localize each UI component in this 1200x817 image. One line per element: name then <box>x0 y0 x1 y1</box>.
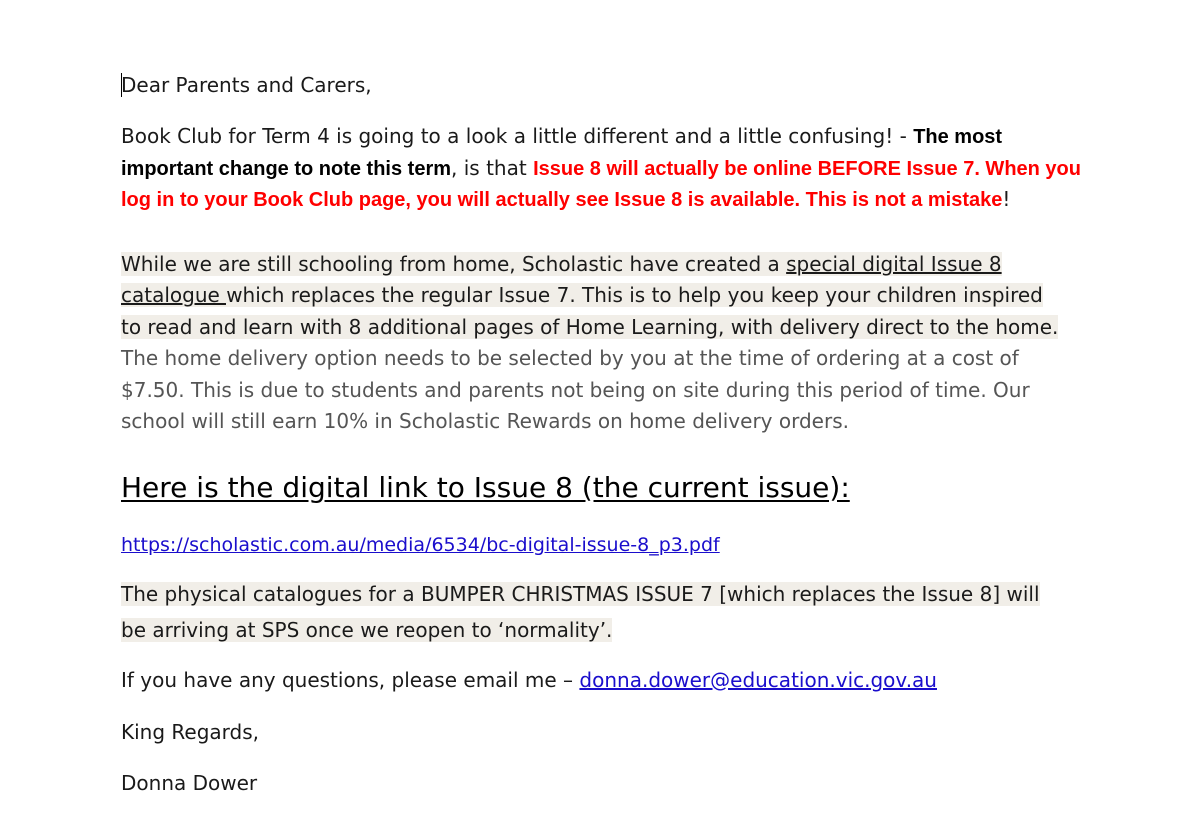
physical-line-1 <box>121 578 1040 610</box>
digital-line-5 <box>121 374 1030 406</box>
intro-line-1 <box>121 120 1002 153</box>
greeting-line <box>121 69 372 101</box>
intro-warning-text: Issue 8 will actually be online BEFORE Issue 7. When you <box>533 158 1081 180</box>
intro-text: ! <box>1002 187 1011 211</box>
digital-line-6 <box>121 405 849 437</box>
digital-line-1 <box>121 248 1002 280</box>
catalogue-pdf-link[interactable]: https://scholastic.com.au/media/6534/bc-digital-issue-8_p3.pdf <box>121 534 720 556</box>
digital-text: which replaces the regular Issue 7. This is to help you keep your children inspired <box>226 283 1043 307</box>
intro-bold-text: The most <box>913 126 1003 148</box>
physical-text: The physical catalogues for a BUMPER CHRISTMAS ISSUE 7 [which replaces the Issue 8] will <box>121 582 1040 606</box>
physical-text: be arriving at SPS once we reopen to ‘normality’. <box>121 618 613 642</box>
digital-line-4 <box>121 342 1019 374</box>
digital-text: school will still earn 10% in Scholastic Rewards on home delivery orders. <box>121 409 849 433</box>
questions-text: If you have any questions, please email me – <box>121 668 580 692</box>
digital-line-2 <box>121 279 1043 311</box>
intro-line-3 <box>121 183 1010 216</box>
intro-bold-text: important change to note this term <box>121 158 452 180</box>
signoff: King Regards, <box>121 720 259 744</box>
digital-text: While we are still schooling from home, Scholastic have created a <box>121 252 787 276</box>
digital-issue-8-link[interactable]: special digital Issue 8 <box>786 252 1002 276</box>
greeting: Dear Parents and Carers, <box>121 73 372 97</box>
questions-line <box>121 664 937 696</box>
digital-text: $7.50. This is due to students and parents not being on site during this period of time. Our <box>121 378 1030 402</box>
intro-text: , is that <box>451 156 534 180</box>
intro-warning-text: log in to your Book Club page, you will actually see Issue 8 is available. This is not a mistake <box>121 189 1003 211</box>
digital-text: The home delivery option needs to be selected by you at the time of ordering at a cost of <box>121 346 1019 370</box>
digital-text: to read and learn with 8 additional pages of Home Learning, with delivery direct to the home. <box>121 315 1059 339</box>
signature: Donna Dower <box>121 771 258 795</box>
section-heading: Here is the digital link to Issue 8 (the current issue): <box>121 471 850 504</box>
physical-line-2 <box>121 614 612 646</box>
digital-issue-8-link[interactable]: catalogue <box>121 283 227 307</box>
digital-line-3 <box>121 311 1058 343</box>
intro-line-2 <box>121 152 1081 185</box>
email-link[interactable]: donna.dower@education.vic.gov.au <box>579 668 937 692</box>
intro-text: Book Club for Term 4 is going to a look a little different and a little confusing! - <box>121 124 914 148</box>
catalogue-link-line <box>121 528 720 561</box>
